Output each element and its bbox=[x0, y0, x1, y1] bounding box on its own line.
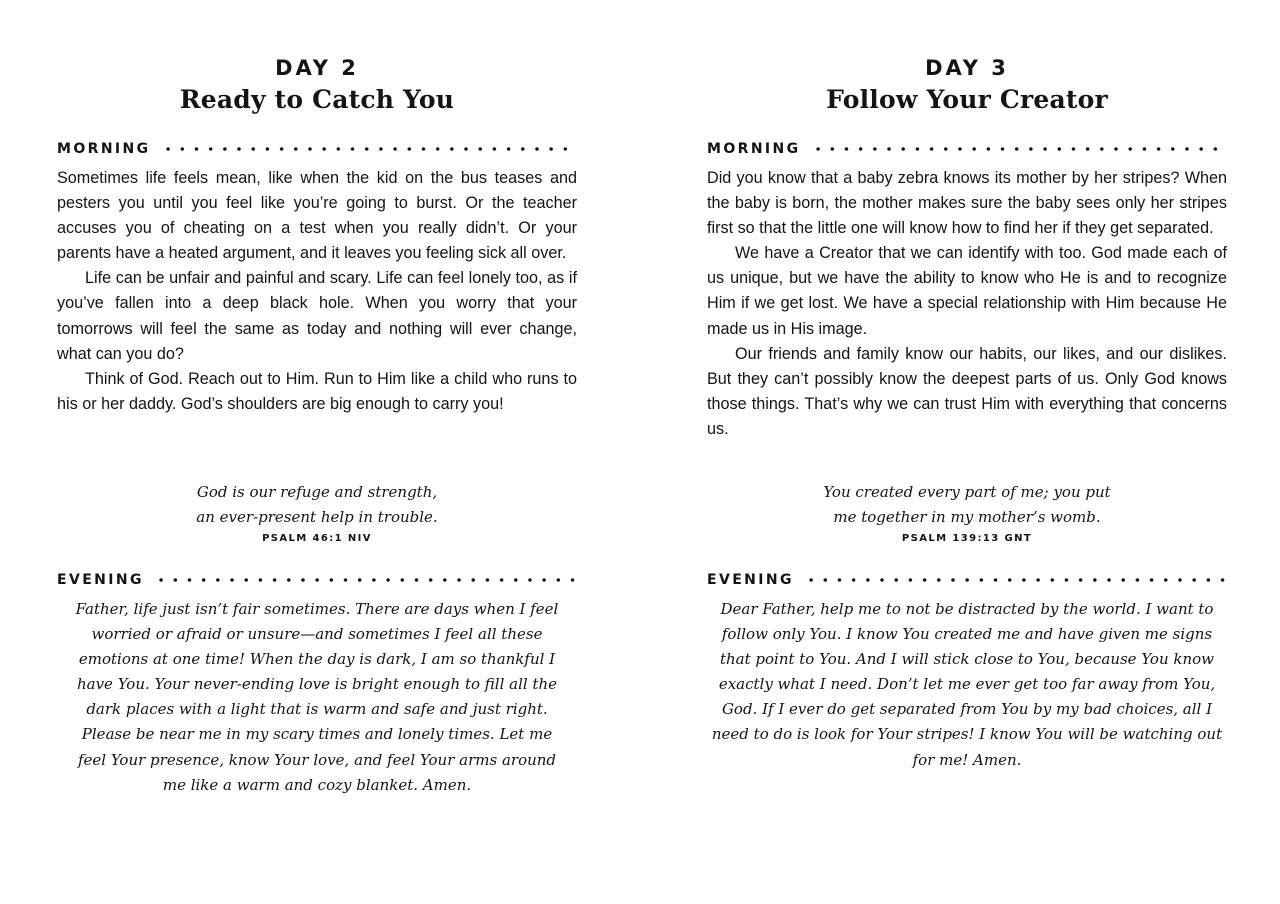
devotion-paragraph: We have a Creator that we can identify with too. God made each of us unique, but we have the ability to know who He is and to recognize Him if we get lost. We have a special relationship with Him because He made us in His image. bbox=[707, 244, 1227, 338]
devotion-paragraph: Think of God. Reach out to Him. Run to Him like a child who runs to his or her daddy. God’s shoulders are big enough to carry you! bbox=[57, 369, 577, 413]
day-title: Follow Your Creator bbox=[826, 85, 1108, 114]
morning-label: MORNING bbox=[57, 141, 151, 157]
dotted-rule bbox=[159, 147, 577, 151]
morning-heading bbox=[57, 139, 577, 159]
day-label: DAY 3 bbox=[925, 56, 1009, 80]
verse-line: me together in my mother’s womb. bbox=[833, 508, 1101, 526]
devotion-paragraph: Our friends and family know our habits, our likes, and our dislikes. But they can’t possibly know the deepest parts of us. Only God knows those things. That’s why we can trust Him with everything that concerns us. bbox=[707, 344, 1227, 438]
scripture-verse bbox=[57, 480, 577, 544]
verse-text bbox=[137, 480, 497, 530]
evening-label: EVENING bbox=[57, 572, 144, 588]
devotion-paragraph: Sometimes life feels mean, like when the kid on the bus teases and pesters you until you feel like you’re going to burst. Or the teacher accuses you of cheating on a test when you really didn’t. Or your parents have a heated argument, and it leaves you feeling sick all over. bbox=[57, 169, 577, 263]
scripture-verse bbox=[707, 480, 1227, 544]
morning-devotion bbox=[707, 166, 1227, 442]
evening-heading bbox=[707, 570, 1227, 590]
morning-label: MORNING bbox=[707, 141, 801, 157]
prayer-text: Dear Father, help me to not be distracted by the world. I want to follow only You. I know You created me and have given me signs that point to You. And I will stick close to You, because You know exactly what I need. Don’t let me ever get too far away from You, God. If I ever do get separated from You by my bad choices, all I need to do is look for Your stripes! I know You will be watching out for me! Amen. bbox=[711, 600, 1223, 769]
evening-prayer bbox=[707, 597, 1227, 773]
evening-prayer bbox=[57, 597, 577, 798]
evening-label: EVENING bbox=[707, 572, 794, 588]
day-title: Ready to Catch You bbox=[179, 85, 455, 114]
devotion-paragraph: Did you know that a baby zebra knows its mother by her stripes? When the baby is born, the mother makes sure the baby sees only her stripes first so that the little one will know how to find her if they get separated. bbox=[707, 169, 1227, 238]
morning-devotion bbox=[57, 166, 577, 417]
day-label: DAY 2 bbox=[275, 56, 359, 80]
evening-heading bbox=[57, 570, 577, 590]
verse-reference: PSALM 46:1 NIV bbox=[262, 533, 372, 544]
dotted-rule bbox=[152, 578, 577, 582]
verse-line: You created every part of me; you put bbox=[823, 483, 1111, 501]
verse-line: an ever-present help in trouble. bbox=[196, 508, 438, 526]
verse-line: God is our refuge and strength, bbox=[196, 483, 438, 501]
morning-heading bbox=[707, 139, 1227, 159]
prayer-text: Father, life just isn’t fair sometimes. There are days when I feel worried or afraid or unsure—and sometimes I feel all these emotions at one time! When the day is dark, I am so thankful I have You. Your never-ending love is bright enough to fill all the dark places with a light that is warm and safe and just right. Please be near me in my scary times and lonely times. Let me feel Your presence, know Your love, and feel Your arms around me like a warm and cozy blanket. Amen. bbox=[75, 600, 559, 794]
verse-text bbox=[787, 480, 1147, 530]
dotted-rule bbox=[809, 147, 1227, 151]
dotted-rule bbox=[802, 578, 1227, 582]
verse-reference: PSALM 139:13 GNT bbox=[901, 533, 1033, 544]
devotion-paragraph: Life can be unfair and painful and scary. Life can feel lonely too, as if you’ve fallen into a deep black hole. When you worry that your tomorrows will feel the same as today and nothing will ever change, what can you do? bbox=[57, 269, 577, 363]
